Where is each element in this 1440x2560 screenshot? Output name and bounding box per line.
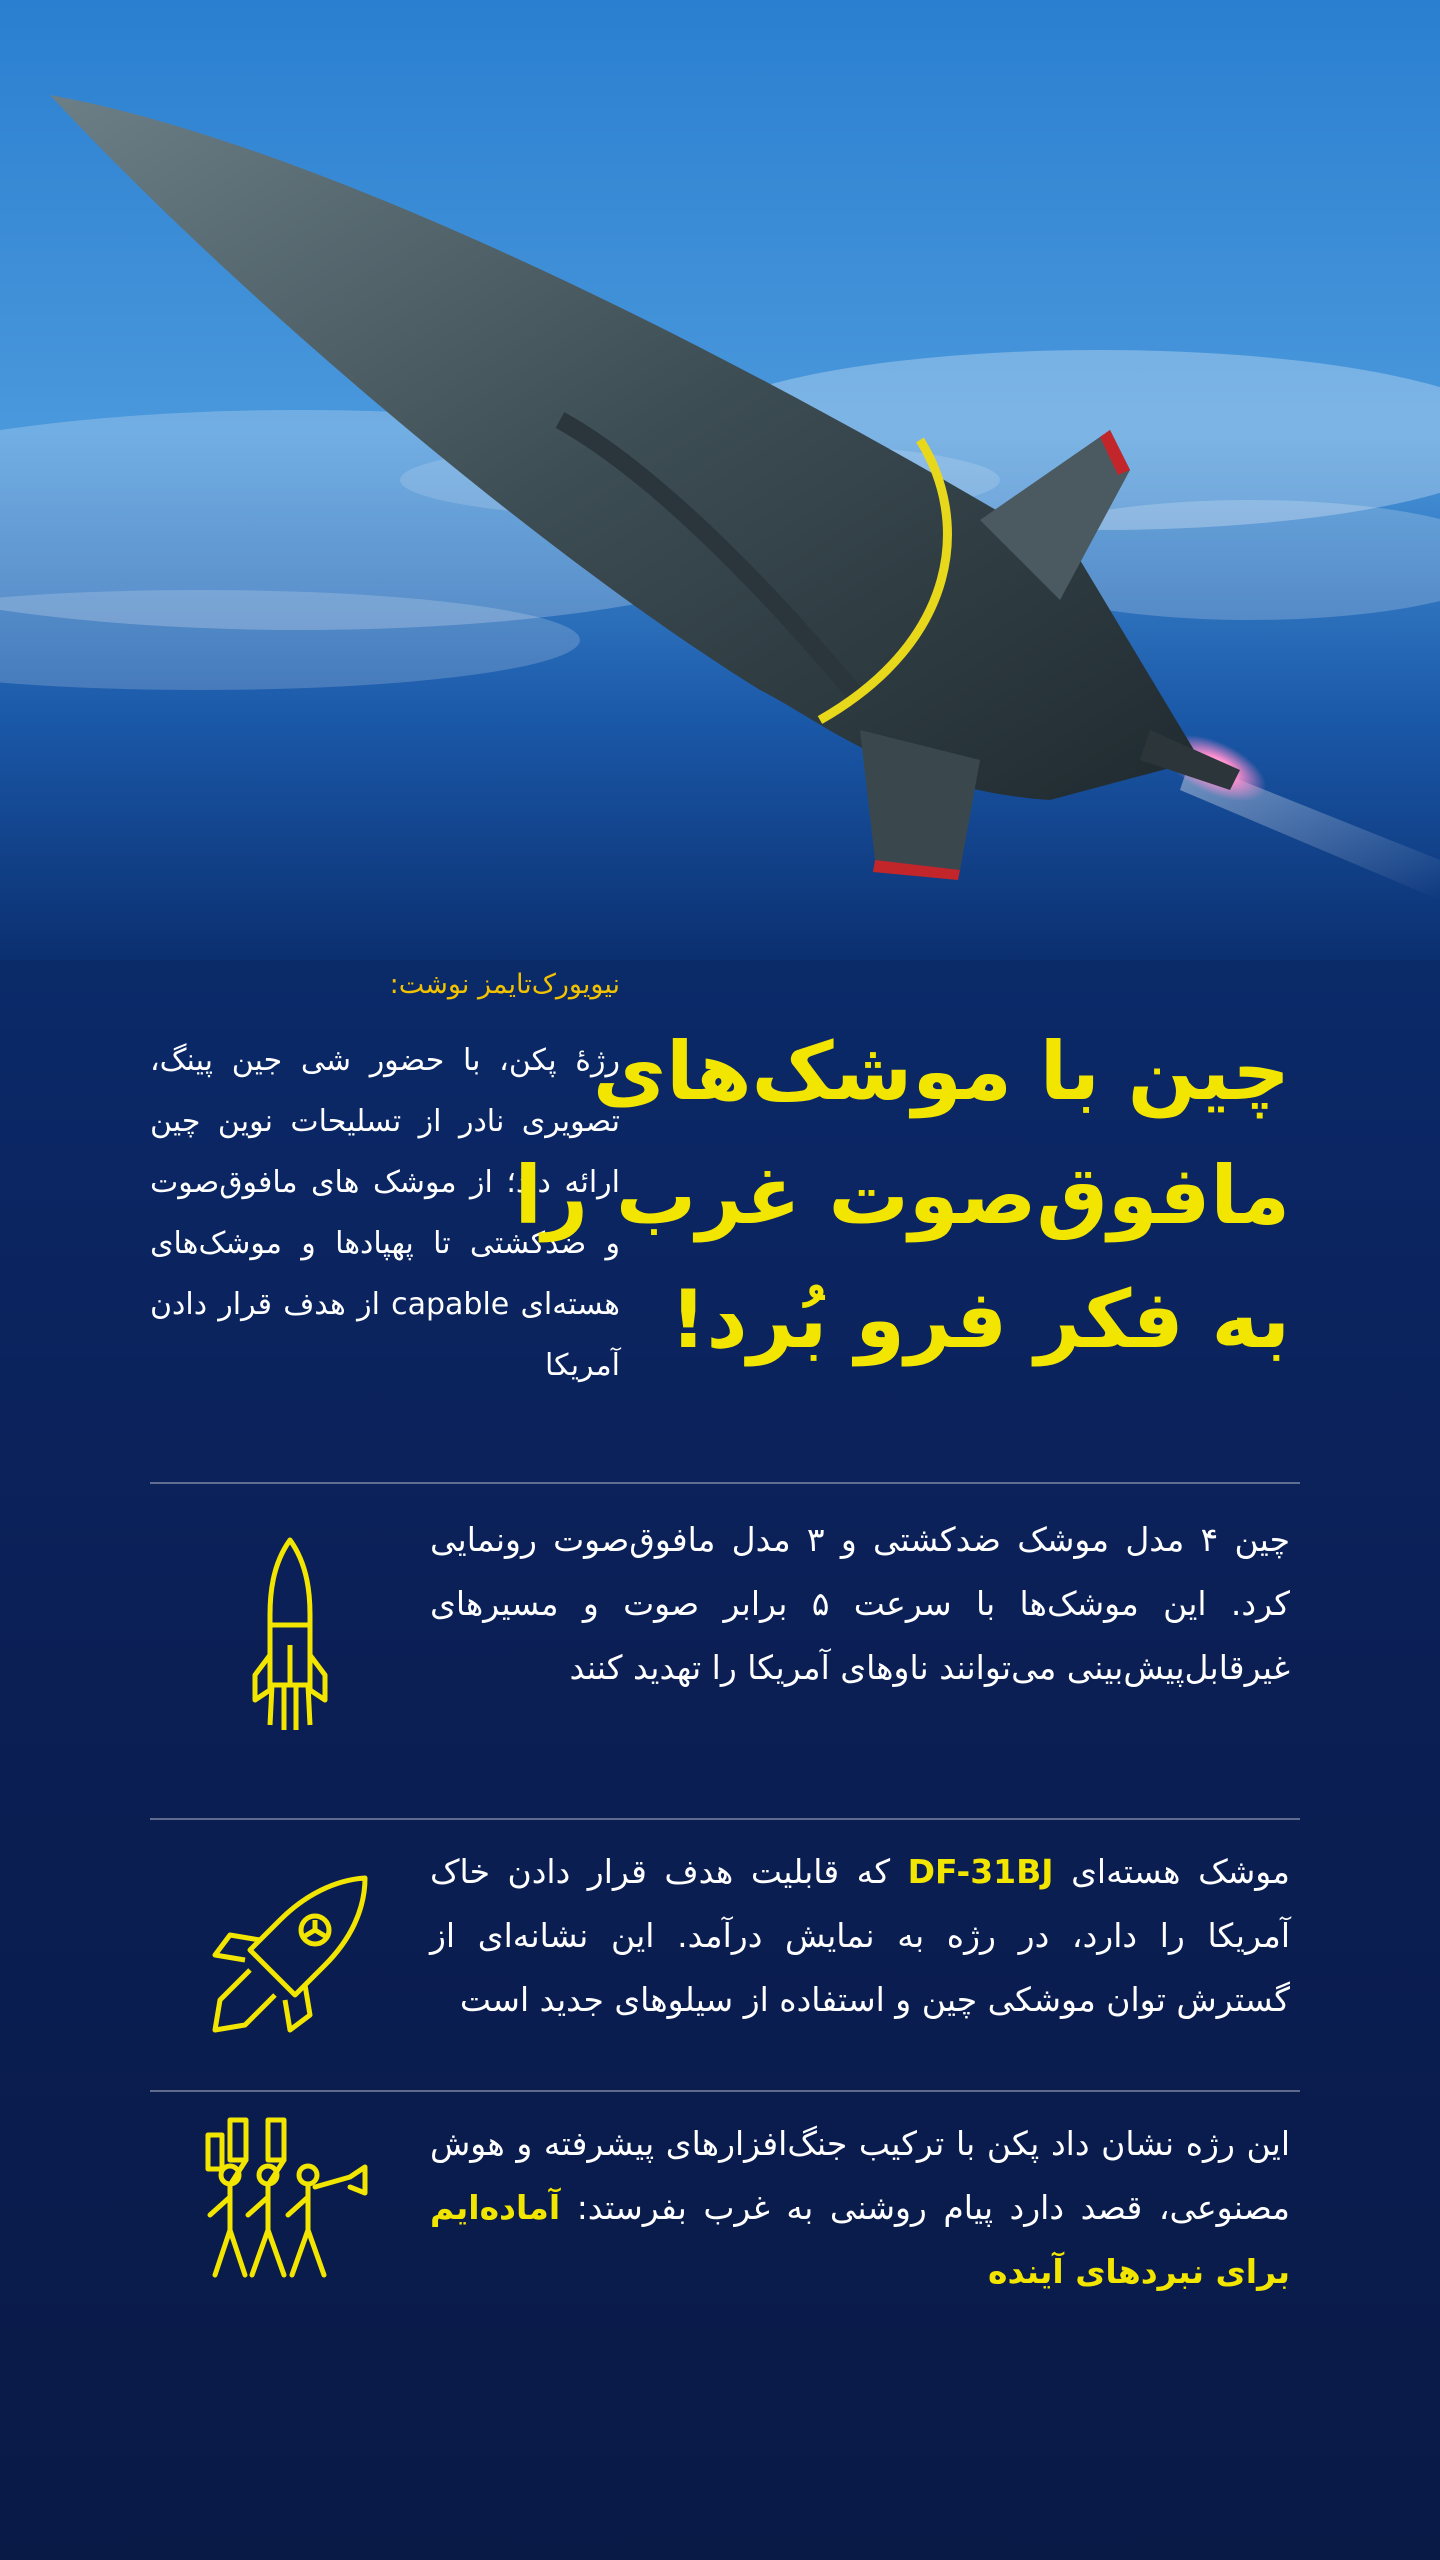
- section-2-text: [430, 1840, 1290, 2032]
- intro-paragraph: رژۀ پکن، با حضور شی جین پینگ، تصویری نادر از تسلیحات نوین چین ارائه داد؛ از موشک های مافوق‌صوت و ضدکشتی تا پهپادها و موشک‌های هسته‌ای capable از هدف قرار دادن آمریکا: [150, 1043, 620, 1383]
- marching-band-icon: [190, 2115, 370, 2289]
- divider: [150, 2090, 1300, 2092]
- headline-line-3: به فکر فرو بُرد!: [670, 1273, 1290, 1366]
- source-label: نیویورک‌تایمز نوشت:: [389, 969, 620, 1000]
- headline-line-1: چین با موشک‌های: [592, 1025, 1290, 1118]
- divider: [150, 1818, 1300, 1820]
- nuclear-rocket-icon: [205, 1870, 375, 2044]
- headline-line-2: مافوق‌صوت غرب را: [514, 1149, 1290, 1242]
- section-2-text-after: که قابلیت هدف قرار دادن خاک آمریکا را دارد، در رژه به نمایش درآمد. این نشانه‌ای از گسترش توان موشکی چین و استفاده از سیلوهای جدید است: [430, 1852, 1290, 2019]
- section-1-text: چین ۴ مدل موشک ضدکشتی و ۳ مدل مافوق‌صوت رونمایی کرد. این موشک‌ها با سرعت ۵ برابر صوت و مسیرهای غیرقابل‌پیش‌بینی می‌توانند ناوهای آمریکا را تهدید کنند: [430, 1520, 1290, 1687]
- section-3-text-before: این رژه نشان داد پکن با ترکیب جنگ‌افزارهای پیشرفته و هوش مصنوعی، قصد دارد پیام روشنی به غرب بفرستد:: [430, 2124, 1290, 2227]
- headline: [514, 1010, 1290, 1382]
- section-3-highlight: آماده‌ایم برای نبردهای آینده: [430, 2188, 1290, 2291]
- missile-model-highlight: DF-31BJ: [907, 1852, 1054, 1891]
- section-3-text: [430, 2112, 1290, 2304]
- rocket-icon: [250, 1535, 330, 1739]
- hero-missile-image: [0, 0, 1440, 960]
- section-2-text-before: موشک هسته‌ای: [1071, 1852, 1290, 1891]
- divider: [150, 1482, 1300, 1484]
